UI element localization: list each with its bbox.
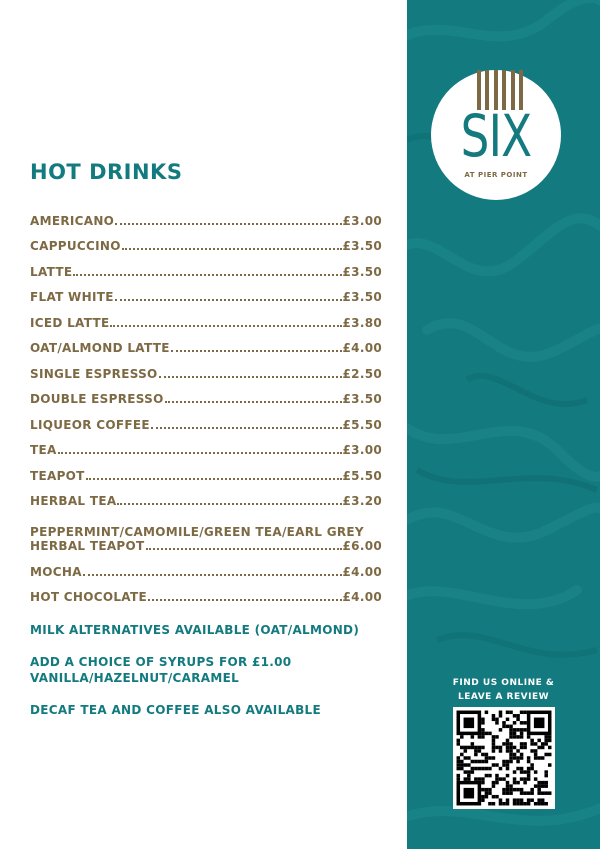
dot-leader xyxy=(171,350,342,352)
qr-code-graphic xyxy=(453,707,555,809)
logo-subtitle: AT PIER POINT xyxy=(464,171,528,179)
item-price: £4.00 xyxy=(342,564,382,579)
item-price: £3.50 xyxy=(342,264,382,279)
item-name: LIQUEOR COFFEE xyxy=(30,417,150,432)
item-price: £3.50 xyxy=(342,392,382,406)
item-name: HERBAL TEA xyxy=(30,494,117,508)
item-price: £4.00 xyxy=(342,341,382,355)
menu-item xyxy=(30,553,382,579)
item-name: HERBAL TEAPOT xyxy=(30,539,145,553)
item-name: SINGLE ESPRESSO xyxy=(30,366,158,381)
brand-logo xyxy=(431,70,561,200)
item-name: MOCHA xyxy=(30,564,82,579)
dot-leader xyxy=(58,452,342,454)
item-name: AMERICANO xyxy=(30,213,115,228)
menu-item xyxy=(30,202,382,228)
note-syrups xyxy=(30,654,382,686)
item-price: £3.50 xyxy=(342,290,382,304)
menu-item xyxy=(30,457,382,483)
item-price: £3.50 xyxy=(342,239,382,253)
item-price: £2.50 xyxy=(342,366,382,381)
item-name: TEAPOT xyxy=(30,468,85,483)
menu-item xyxy=(30,432,382,458)
dot-leader xyxy=(86,478,342,480)
item-name: TEA xyxy=(30,443,57,457)
item-name: DOUBLE ESPRESSO xyxy=(30,392,164,406)
menu-item xyxy=(30,355,382,381)
dot-leader xyxy=(165,401,342,403)
note-milk xyxy=(30,622,382,638)
dot-leader xyxy=(146,548,342,550)
menu-item xyxy=(30,483,382,509)
note-decaf xyxy=(30,702,382,718)
item-price: £4.00 xyxy=(342,590,382,604)
item-name: LATTE xyxy=(30,264,73,279)
dot-leader xyxy=(73,274,341,276)
dot-leader xyxy=(110,325,341,327)
menu-item xyxy=(30,406,382,432)
item-name: CAPPUCCINO xyxy=(30,239,121,253)
dot-leader xyxy=(83,574,342,576)
item-two-line xyxy=(30,525,382,553)
note-line: VANILLA/HAZELNUT/CARAMEL xyxy=(30,671,240,685)
review-callout xyxy=(407,676,600,704)
qr-code-icon[interactable] xyxy=(453,707,555,809)
menu-item xyxy=(30,228,382,254)
dot-leader xyxy=(148,599,342,601)
note-line: DECAF TEA AND COFFEE ALSO AVAILABLE xyxy=(30,703,321,717)
menu-title: HOT DRINKS xyxy=(30,160,183,184)
menu-item xyxy=(30,381,382,407)
item-name: ICED LATTE xyxy=(30,315,110,330)
menu-item xyxy=(30,253,382,279)
dot-leader xyxy=(117,503,341,505)
menu-item xyxy=(30,304,382,330)
item-name: OAT/ALMOND LATTE xyxy=(30,341,170,355)
dot-leader xyxy=(151,427,342,429)
logo-text: SIX xyxy=(460,102,532,170)
menu-item xyxy=(30,330,382,356)
dot-leader xyxy=(115,223,341,225)
menu-item xyxy=(30,579,382,605)
item-name: FLAT WHITE xyxy=(30,290,114,304)
item-price: £3.00 xyxy=(342,213,382,228)
note-line: MILK ALTERNATIVES AVAILABLE (OAT/ALMOND) xyxy=(30,623,360,637)
review-line: FIND US ONLINE & xyxy=(452,678,555,688)
note-line: ADD A CHOICE OF SYRUPS FOR £1.00 xyxy=(30,655,292,669)
item-price: £5.50 xyxy=(342,468,382,483)
dot-leader xyxy=(122,248,342,250)
item-name-line1: PEPPERMINT/CAMOMILE/GREEN TEA/EARL GREY xyxy=(30,525,364,539)
item-line2 xyxy=(30,539,382,553)
item-price: £3.80 xyxy=(342,315,382,330)
item-price: £6.00 xyxy=(342,539,382,553)
item-price: £5.50 xyxy=(342,417,382,432)
item-price: £3.00 xyxy=(342,443,382,457)
dot-leader xyxy=(115,299,342,301)
menu-item xyxy=(30,508,382,553)
dot-leader xyxy=(159,376,342,378)
review-line: LEAVE A REVIEW xyxy=(457,692,550,702)
item-name: HOT CHOCOLATE xyxy=(30,590,147,604)
item-price: £3.20 xyxy=(342,494,382,508)
menu-notes xyxy=(30,622,382,718)
menu-item xyxy=(30,279,382,305)
menu-section xyxy=(30,160,382,734)
